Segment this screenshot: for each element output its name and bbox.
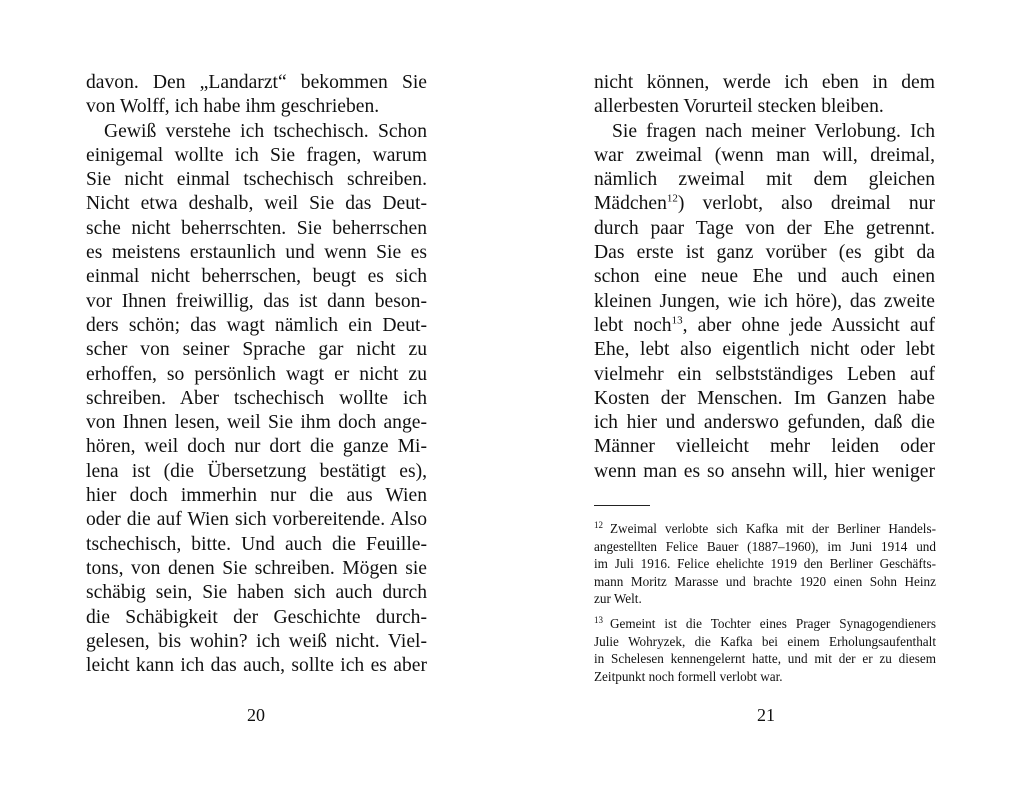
text-segment: lebt noch [594, 314, 672, 336]
text-line: wenn man es so ansehn will, hier weniger [594, 460, 935, 482]
footnote-line: mann Moritz Marasse und brachte 1920 einen Sohn Heinz [594, 573, 936, 589]
text-line: schäbig sein, Sie haben sich auch durch [86, 582, 427, 604]
text-line: oder die auf Wien sich vorbereitende. Also [86, 509, 427, 531]
footnote-line [594, 520, 936, 538]
footnote-line: angestellten Felice Bauer (1887–1960), im Juni 1914 und [594, 538, 936, 554]
text-line: allerbesten Vorurteil stecken bleiben. [594, 96, 884, 118]
footnote-divider [594, 505, 650, 506]
text-line: davon. Den „Landarzt“ bekommen Sie [86, 72, 427, 93]
text-line: Kosten der Menschen. Im Ganzen habe [594, 387, 935, 409]
page-number-left: 20 [247, 705, 265, 725]
text-line [594, 192, 935, 216]
text-line: einmal nicht beherrschen, beugt es sich [86, 266, 427, 288]
text-line: Sie fragen nach meiner Verlobung. Ich [612, 120, 935, 142]
right-page-text [594, 71, 935, 484]
text-line: sche nicht beherrschten. Sie beherrschen [86, 217, 427, 239]
text-line: Gewiß verstehe ich tschechisch. Schon [104, 120, 427, 142]
footnote-number: 12 [594, 519, 603, 530]
text-line: war zweimal (wenn man will, dreimal, [594, 144, 935, 166]
footnote-line: zur Welt. [594, 591, 642, 607]
footnote-number: 13 [594, 614, 603, 625]
footnote-line: Zeitpunkt noch formell verlobt war. [594, 668, 783, 684]
text-line: vielmehr ein selbstständiges Leben auf [594, 363, 935, 385]
text-line: hören, weil doch nur dort die ganze Mi- [86, 436, 427, 458]
text-line: Das erste ist ganz vorüber (es gibt da [594, 242, 935, 264]
page-number-right: 21 [757, 705, 775, 725]
footnote-line: in Schelesen kennengelernt hatte, und mit der er zu diesem [594, 651, 936, 667]
text-line: von Wolff, ich habe ihm geschrieben. [86, 96, 380, 118]
footnote-text: Zweimal verlobte sich Kafka mit der Berliner Handels- [610, 521, 936, 536]
text-line: kleinen Jungen, wie ich höre), das zweite [594, 290, 935, 312]
footnote-gap [594, 608, 936, 615]
text-line: es meistens erstaunlich und wenn Sie es [86, 242, 427, 264]
footnote-line: im Juli 1916. Felice ehelichte 1919 den Berliner Geschäfts- [594, 556, 936, 572]
footnote-reference[interactable]: 13 [671, 314, 683, 327]
left-page-text [86, 71, 427, 678]
text-line: Männer vielleicht mehr leiden oder [594, 436, 935, 458]
text-line: ich hier und anderswo gefunden, daß die [594, 412, 935, 434]
text-line: tschechisch, bitte. Und auch die Feuille- [86, 533, 427, 555]
text-line: von Ihnen lesen, weil Sie ihm doch ange- [86, 412, 427, 434]
footnote-reference[interactable]: 12 [666, 192, 678, 205]
text-line: schon eine neue Ehe und auch einen [594, 266, 935, 288]
text-line: hier doch immerhin nur die aus Wien [86, 485, 427, 507]
text-line: scher von seiner Sprache gar nicht zu [86, 339, 427, 361]
footnote [594, 615, 936, 685]
text-line: gelesen, bis wohin? ich weiß nicht. Viel- [86, 630, 427, 652]
footnote-line: Julie Wohryzek, die Kafka bei einem Erholungsaufenthalt [594, 633, 936, 649]
text-line: schreiben. Aber tschechisch wollte ich [86, 387, 427, 409]
text-line: Sie nicht einmal tschechisch schreiben. [86, 169, 427, 191]
text-segment: ) verlobt, also dreimal nur [677, 193, 935, 215]
footnote [594, 520, 936, 608]
text-line: erhoffen, so persönlich wagt er nicht zu [86, 363, 427, 385]
text-line: ders schön; das wagt nämlich ein Deut- [86, 314, 427, 336]
text-line: Nicht etwa deshalb, weil Sie das Deut- [86, 193, 427, 215]
text-line: leicht kann ich das auch, sollte ich es aber [86, 655, 427, 677]
text-line: lena ist (die Übersetzung bestätigt es), [86, 460, 427, 482]
text-line: tons, von denen Sie schreiben. Mögen sie [86, 557, 427, 579]
footnote-text: Gemeint ist die Tochter eines Prager Synagogendieners [610, 615, 936, 631]
text-segment: Mädchen [594, 193, 667, 215]
text-line: nicht können, werde ich eben in dem [594, 72, 935, 93]
text-line: die Schäbigkeit der Geschichte durch- [86, 606, 427, 628]
footnote-line [594, 615, 936, 633]
text-line [594, 314, 935, 338]
text-line: nämlich zweimal mit dem gleichen [594, 169, 935, 191]
text-segment: , aber ohne jede Aussicht auf [682, 314, 936, 336]
text-line: durch paar Tage von der Ehe getrennt. [594, 217, 935, 239]
footnotes [594, 520, 936, 685]
text-line: vor Ihnen freiwillig, das ist dann beson- [86, 290, 427, 312]
text-line: Ehe, lebt also eigentlich nicht oder lebt [594, 339, 935, 361]
text-line: einigemal wollte ich Sie fragen, warum [86, 144, 427, 166]
